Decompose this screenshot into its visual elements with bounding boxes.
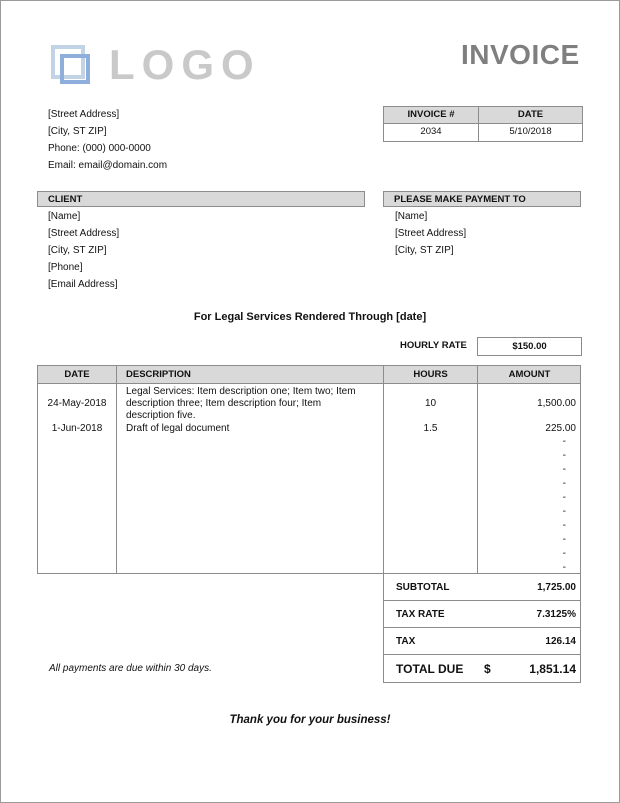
tax-rate-row: [384, 601, 580, 628]
company-email: Email: email@domain.com: [48, 160, 168, 171]
row-description-line: description five.: [126, 410, 196, 421]
empty-amount: -: [562, 520, 566, 531]
row-date: 1-Jun-2018: [51, 423, 103, 434]
payment-to-name: [Name]: [395, 211, 428, 222]
row-hours: 10: [424, 398, 437, 409]
column-header-description: DESCRIPTION: [126, 369, 191, 380]
invoice-number: 2034: [420, 126, 442, 137]
logo-text: LOGO: [109, 41, 261, 88]
payment-to-header: PLEASE MAKE PAYMENT TO: [383, 191, 581, 207]
row-hours: 1.5: [423, 423, 438, 434]
empty-amount: -: [562, 450, 566, 461]
hourly-rate-label: HOURLY RATE: [400, 340, 467, 351]
row-description-line: description three; Item description four; Item: [126, 398, 322, 409]
tax-value: 126.14: [545, 636, 576, 647]
row-amount: 1,500.00: [537, 398, 576, 409]
empty-amount: -: [562, 478, 566, 489]
tax-label: TAX: [396, 636, 416, 647]
company-street: [Street Address]: [48, 109, 120, 120]
column-header-amount: AMOUNT: [508, 369, 551, 380]
client-city: [City, ST ZIP]: [48, 245, 107, 256]
services-heading: For Legal Services Rendered Through [date]: [193, 311, 427, 323]
total-due-label: TOTAL DUE: [396, 662, 464, 676]
client-street: [Street Address]: [48, 228, 120, 239]
thank-you-message: Thank you for your business!: [229, 714, 391, 726]
row-description-line: Draft of legal document: [126, 423, 230, 434]
company-phone: Phone: (000) 000-0000: [48, 143, 151, 154]
empty-amount: -: [562, 506, 566, 517]
total-due-currency: $: [484, 662, 491, 676]
column-header-hours: HOURS: [413, 369, 448, 380]
client-header: CLIENT: [37, 191, 365, 207]
empty-amount: -: [562, 464, 566, 475]
tax-rate-label: TAX RATE: [396, 609, 445, 620]
empty-amount: -: [562, 548, 566, 559]
invoice-date: 5/10/2018: [509, 126, 552, 137]
payment-terms: All payments are due within 30 days.: [49, 663, 212, 674]
invoice-number-label: INVOICE #: [407, 109, 455, 120]
hourly-rate-value: $150.00: [477, 337, 582, 356]
tax-rate-value: 7.3125%: [536, 609, 576, 620]
invoice-date-label: DATE: [517, 109, 544, 120]
column-header-date: DATE: [64, 369, 90, 380]
client-email: [Email Address]: [48, 279, 118, 290]
empty-amount: -: [562, 492, 566, 503]
subtotal-label: SUBTOTAL: [396, 582, 450, 593]
empty-amount: -: [562, 562, 566, 573]
company-city: [City, ST ZIP]: [48, 126, 107, 137]
invoice-info-table: [383, 106, 583, 142]
client-phone: [Phone]: [48, 262, 83, 273]
column-divider: [116, 366, 117, 573]
client-name: [Name]: [48, 211, 81, 222]
payment-to-city: [City, ST ZIP]: [395, 245, 454, 256]
row-amount: 225.00: [545, 423, 576, 434]
total-due-value: 1,851.14: [529, 662, 576, 676]
row-date: 24-May-2018: [47, 398, 107, 409]
total-due-row: [384, 655, 580, 683]
payment-to-street: [Street Address]: [395, 228, 467, 239]
tax-row: [384, 628, 580, 655]
empty-amount: -: [562, 534, 566, 545]
subtotal-row: [384, 574, 580, 601]
subtotal-value: 1,725.00: [537, 582, 576, 593]
invoice-title: INVOICE: [461, 39, 580, 70]
line-items-table: [37, 365, 581, 574]
row-description-line: Legal Services: Item description one; Item two; Item: [126, 386, 356, 397]
empty-amount: -: [562, 436, 566, 447]
totals-box: [383, 574, 581, 683]
logo-square-icon: [60, 54, 90, 84]
